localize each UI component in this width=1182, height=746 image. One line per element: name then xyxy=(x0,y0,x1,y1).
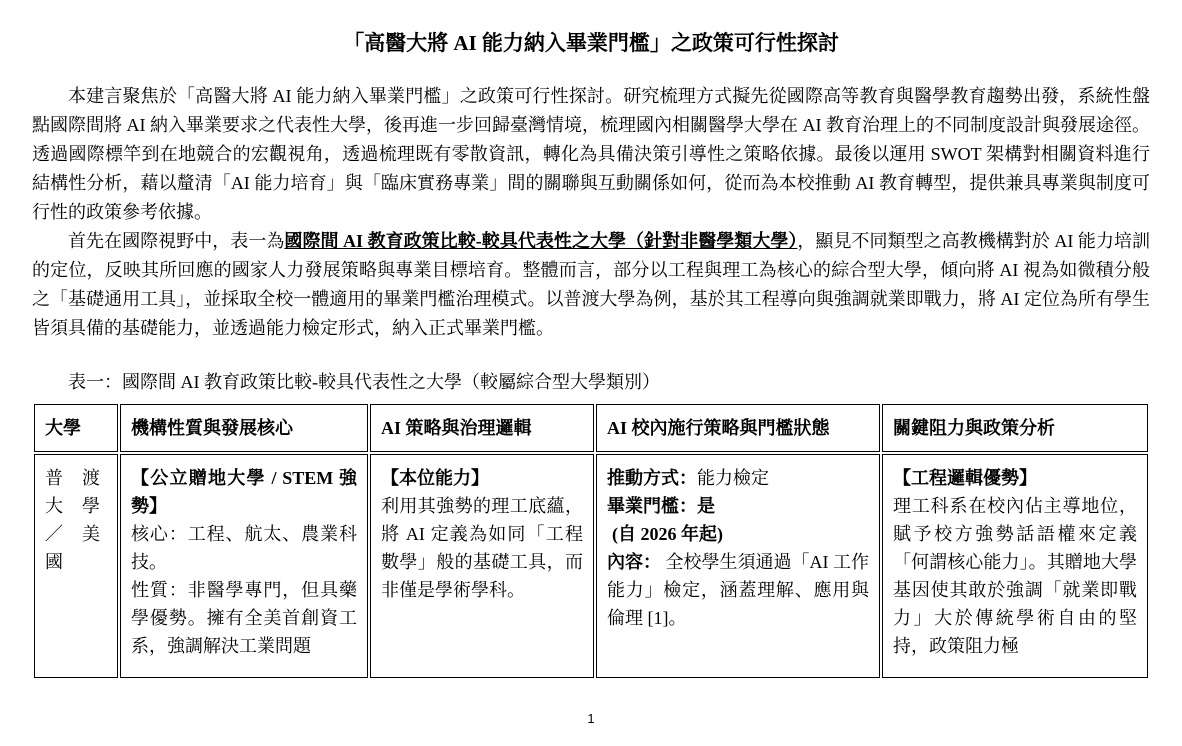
page-title: 「高醫大將 AI 能力納入畢業門檻」之政策可行性探討 xyxy=(343,31,839,55)
analysis-heading: 【工程邏輯優勢】 xyxy=(893,468,1037,488)
page-number: 1 xyxy=(587,711,595,726)
implementation-method-line xyxy=(607,464,869,492)
institution-heading: 【公立贈地大學 / STEM 強勢】 xyxy=(131,468,357,516)
cell-ai-strategy xyxy=(370,454,594,678)
table-row-purdue xyxy=(34,454,1148,678)
header-cell-university: 大學 xyxy=(34,404,118,452)
threshold-line: 畢業門檻：是 xyxy=(607,496,715,516)
institution-core-line: 核心：工程、航太、農業科技。 xyxy=(131,524,357,572)
paragraph2-prefix: 首先在國際視野中，表一為 xyxy=(68,231,285,251)
strategy-heading: 【本位能力】 xyxy=(381,468,489,488)
policy-comparison-table xyxy=(32,402,1150,680)
paragraph2-suffix: ，顯見不同類型之高教機構對於 AI 能力培訓的定位，反映其所回應的國家人力發展策略與專業目標培育。整體而言，部分以工程與理工為核心的綜合型大學，傾向將 AI 視為如微積分般之「基礎通用工具」，並採取全校一體適用的畢業門檻治理模式。以普渡大學為例，基於其工程導向與強調就業即戰力，將 AI 定位為所有學生皆須具備的基礎能力，並透過能力檢定形式，納入正式畢業門檻。 xyxy=(32,231,1151,338)
header-cell-strategy: AI 策略與治理邏輯 xyxy=(370,404,594,452)
cell-university-name: 普渡大學／美國 xyxy=(34,454,118,678)
international-overview-paragraph xyxy=(32,227,1150,343)
analysis-body: 理工科系在校內佔主導地位，賦予校方強勢話語權來定義「何謂核心能力」。其贈地大學基因使其敢於強調「就業即戰力」大於傳統學術自由的堅持，政策阻力極 xyxy=(893,496,1137,656)
content-value: 全校學生須通過「AI 工作能力」檢定，涵蓋理解、應用與倫理 [1]。 xyxy=(607,552,869,628)
method-value: 能力檢定 xyxy=(697,468,769,488)
threshold-note-line: (自 2026 年起) xyxy=(612,524,723,544)
header-cell-implementation: AI 校內施行策略與門檻狀態 xyxy=(596,404,880,452)
cell-implementation-status xyxy=(596,454,880,678)
institution-nature-line: 性質：非醫學專門，但具藥學優勢。擁有全美首創資工系，強調解決工業問題 xyxy=(131,580,357,656)
header-cell-institution: 機構性質與發展核心 xyxy=(120,404,368,452)
cell-institution-nature xyxy=(120,454,368,678)
strategy-body: 利用其強勢的理工底蘊，將 AI 定義為如同「工程數學」般的基礎工具，而非僅是學術學科。 xyxy=(381,496,583,600)
method-label: 推動方式： xyxy=(607,468,697,488)
table-header-row xyxy=(34,404,1148,452)
table-caption: 表一：國際間 AI 教育政策比較-較具代表性之大學（較屬綜合型大學類別） xyxy=(68,372,660,392)
paragraph2-emphasis: 國際間 AI 教育政策比較-較具代表性之大學（針對非醫學類大學） xyxy=(284,231,798,251)
content-label: 內容： xyxy=(607,552,661,572)
implementation-content-line xyxy=(607,548,869,632)
intro-paragraph: 本建言聚焦於「高醫大將 AI 能力納入畢業門檻」之政策可行性探討。研究梳理方式擬先從國際高等教育與醫學教育趨勢出發，系統性盤點國際間將 AI 納入畢業要求之代表性大學，後再進一步回歸臺灣情境，梳理國內相關醫學大學在 AI 教育治理上的不同制度設計與發展途徑。透過國際標竿到在地競合的宏觀視角，透過梳理既有零散資訊，轉化為具備決策引導性之策略依據。最後以運用 SWOT 架構對相關資料進行結構性分析，藉以釐清「AI 能力培育」與「臨床實務專業」間的關聯與互動關係如何，從而為本校推動 AI 教育轉型，提供兼具專業與制度可行性的政策參考依據。 xyxy=(32,86,1150,222)
header-cell-analysis: 關鍵阻力與政策分析 xyxy=(882,404,1148,452)
cell-policy-analysis xyxy=(882,454,1148,678)
